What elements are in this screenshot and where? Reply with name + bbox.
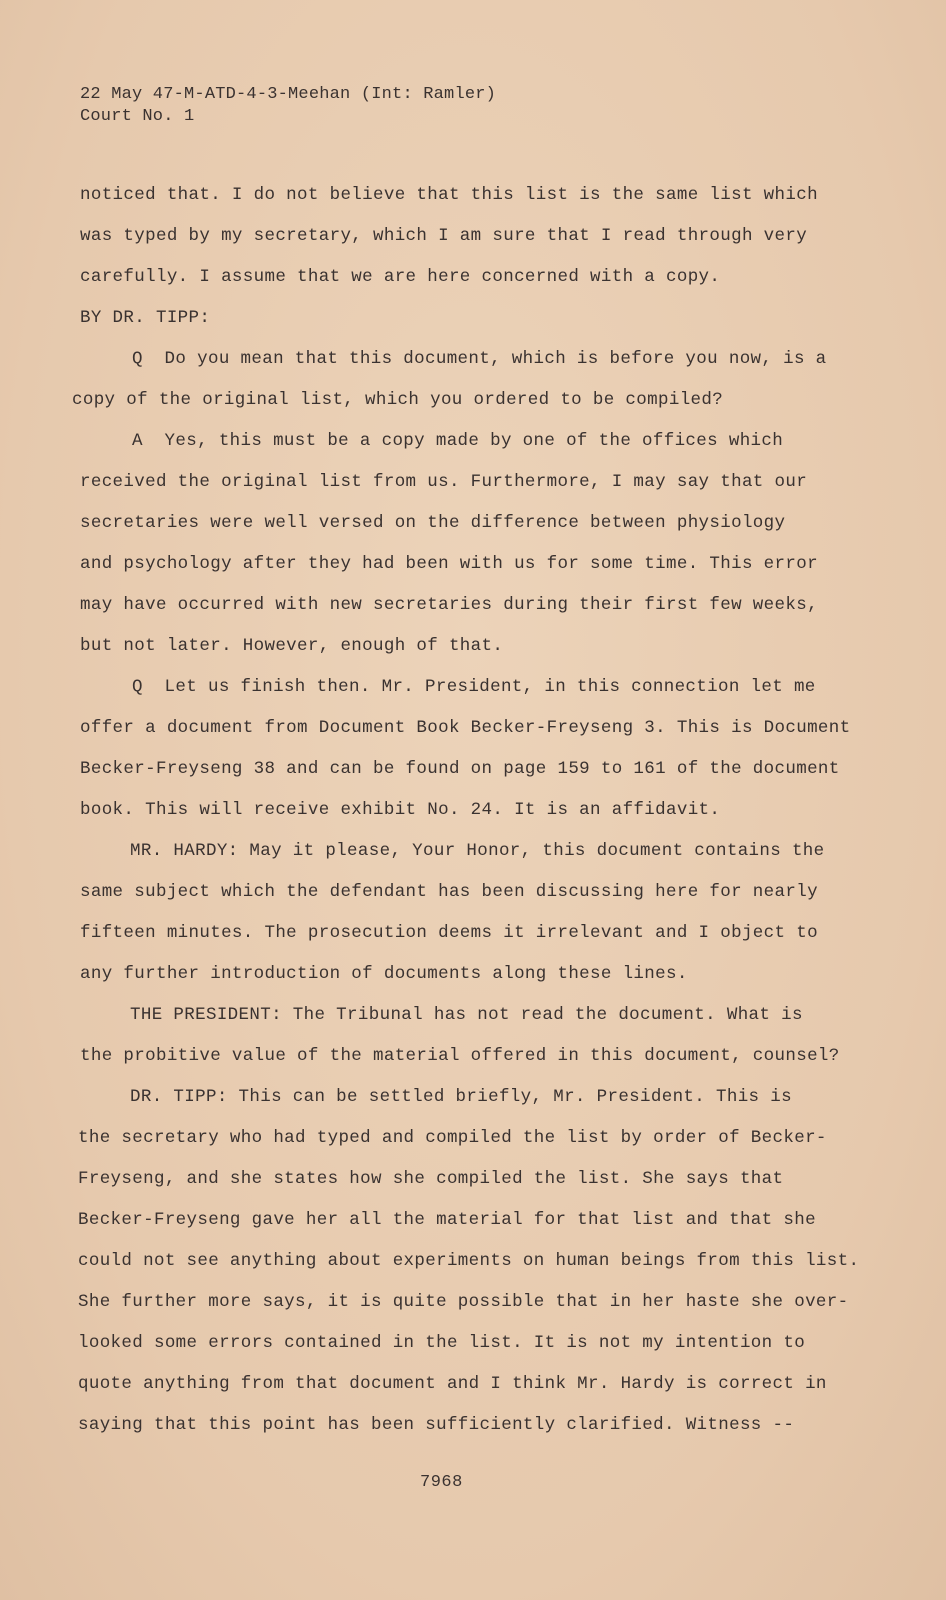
transcript-line: carefully. I assume that we are here concerned with a copy. bbox=[80, 267, 721, 287]
transcript-line: Q Let us finish then. Mr. President, in this connection let me bbox=[132, 677, 816, 697]
transcript-line: Becker-Freyseng 38 and can be found on page 159 to 161 of the document bbox=[80, 759, 840, 779]
page-number: 7968 bbox=[420, 1473, 463, 1492]
transcript-line: was typed by my secretary, which I am sure that I read through very bbox=[80, 226, 808, 246]
transcript-line: Q Do you mean that this document, which is before you now, is a bbox=[132, 349, 827, 369]
transcript-line: offer a document from Document Book Becker-Freyseng 3. This is Document bbox=[80, 718, 851, 738]
header-line-1: 22 May 47-M-ATD-4-3-Meehan (Int: Ramler) bbox=[80, 85, 497, 104]
transcript-line: MR. HARDY: May it please, Your Honor, this document contains the bbox=[130, 841, 825, 861]
transcript-line: secretaries were well versed on the difference between physiology bbox=[80, 513, 786, 533]
transcript-line: fifteen minutes. The prosecution deems it irrelevant and I object to bbox=[80, 923, 818, 943]
transcript-line: DR. TIPP: This can be settled briefly, Mr. President. This is bbox=[130, 1087, 792, 1107]
transcript-line: A Yes, this must be a copy made by one of the offices which bbox=[132, 431, 784, 451]
transcript-line: copy of the original list, which you ordered to be compiled? bbox=[72, 390, 724, 410]
transcript-line: but not later. However, enough of that. bbox=[80, 636, 504, 656]
transcript-line: She further more says, it is quite possible that in her haste she over- bbox=[78, 1292, 849, 1312]
transcript-line: any further introduction of documents along these lines. bbox=[80, 964, 688, 984]
transcript-line: noticed that. I do not believe that this list is the same list which bbox=[80, 185, 818, 205]
transcript-line: saying that this point has been sufficiently clarified. Witness -- bbox=[78, 1415, 795, 1435]
transcript-line: may have occurred with new secretaries during their first few weeks, bbox=[80, 595, 818, 615]
transcript-line: THE PRESIDENT: The Tribunal has not read the document. What is bbox=[130, 1005, 803, 1025]
transcript-line: and psychology after they had been with us for some time. This error bbox=[80, 554, 818, 574]
document-header bbox=[80, 84, 496, 128]
header-line-2: Court No. 1 bbox=[80, 107, 195, 126]
transcript-line: book. This will receive exhibit No. 24. It is an affidavit. bbox=[80, 800, 721, 820]
transcript-line: Becker-Freyseng gave her all the material for that list and that she bbox=[78, 1210, 816, 1230]
transcript-line: the probitive value of the material offered in this document, counsel? bbox=[80, 1046, 840, 1066]
transcript-line: BY DR. TIPP: bbox=[80, 308, 211, 328]
transcript-line: the secretary who had typed and compiled the list by order of Becker- bbox=[78, 1128, 827, 1148]
transcript-line: quote anything from that document and I think Mr. Hardy is correct in bbox=[78, 1374, 827, 1394]
transcript-line: received the original list from us. Furthermore, I may say that our bbox=[80, 472, 808, 492]
transcript-line: same subject which the defendant has been discussing here for nearly bbox=[80, 882, 818, 902]
transcript-line: looked some errors contained in the list. It is not my intention to bbox=[78, 1333, 806, 1353]
transcript-line: Freyseng, and she states how she compiled the list. She says that bbox=[78, 1169, 784, 1189]
transcript-line: could not see anything about experiments on human beings from this list. bbox=[78, 1251, 860, 1271]
